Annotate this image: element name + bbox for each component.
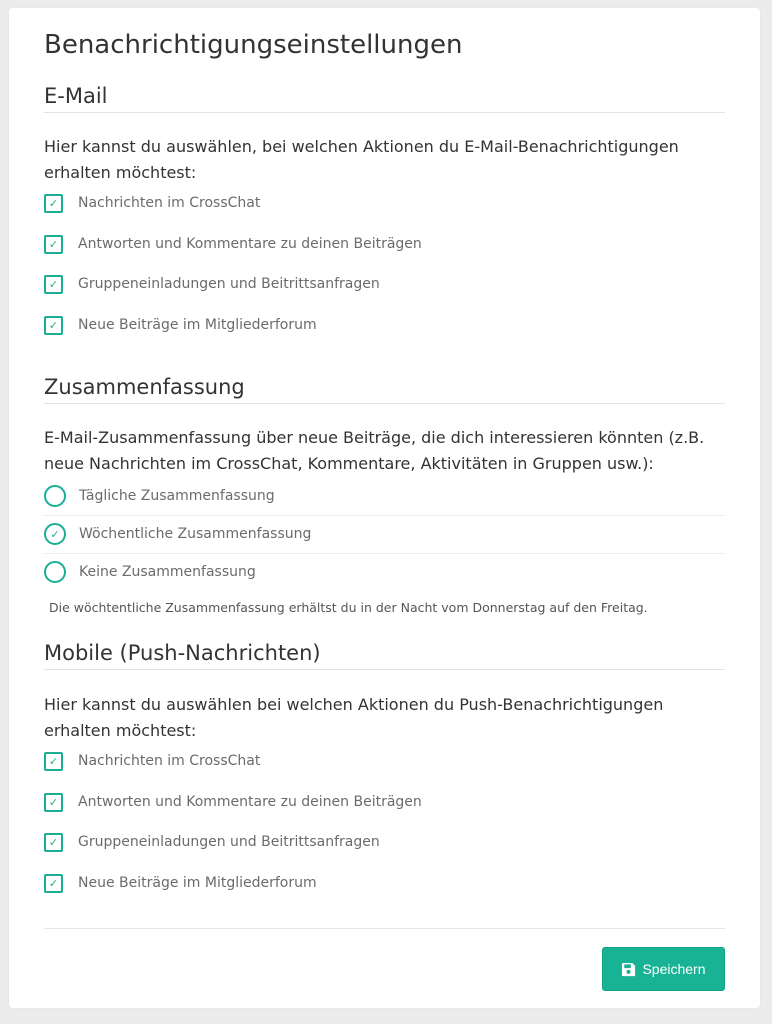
option-label: Neue Beiträge im Mitgliederforum <box>78 875 317 891</box>
option-label: Keine Zusammenfassung <box>79 564 256 580</box>
radio-unselected-icon[interactable] <box>44 561 66 583</box>
checkbox-checked-icon[interactable]: ✓ <box>44 752 63 771</box>
option-label: Antworten und Kommentare zu deinen Beiträgen <box>78 236 422 252</box>
checkbox-checked-icon[interactable]: ✓ <box>44 275 63 294</box>
digest-note: Die wöchtentliche Zusammenfassung erhältst du in der Nacht vom Donnerstag auf den Freitag. <box>49 600 648 615</box>
option-label: Gruppeneinladungen und Beitrittsanfragen <box>78 276 380 292</box>
floppy-disk-icon <box>621 962 636 977</box>
email-section-title: E-Mail <box>44 84 725 113</box>
checkbox-checked-icon[interactable]: ✓ <box>44 833 63 852</box>
email-option-group-invites[interactable] <box>44 272 380 296</box>
email-option-forum-posts[interactable] <box>44 313 317 337</box>
option-label: Antworten und Kommentare zu deinen Beiträgen <box>78 794 422 810</box>
settings-card <box>9 8 760 1008</box>
option-label: Neue Beiträge im Mitgliederforum <box>78 317 317 333</box>
option-label: Wöchentliche Zusammenfassung <box>79 526 312 542</box>
option-label: Gruppeneinladungen und Beitrittsanfragen <box>78 834 380 850</box>
mobile-option-crosschat[interactable] <box>44 749 260 773</box>
option-label: Tägliche Zusammenfassung <box>79 488 275 504</box>
digest-option-daily[interactable] <box>44 477 725 516</box>
save-button-label: Speichern <box>642 961 706 977</box>
save-button[interactable] <box>602 947 725 991</box>
mobile-section-title: Mobile (Push-Nachrichten) <box>44 641 725 670</box>
mobile-intro: Hier kannst du auswählen bei welchen Aktionen du Push-Benachrichtigungen erhalten möchtest: <box>44 695 664 740</box>
radio-unselected-icon[interactable] <box>44 485 66 507</box>
footer-divider <box>44 928 725 929</box>
page-title: Benachrichtigungseinstellungen <box>44 30 463 60</box>
checkbox-checked-icon[interactable]: ✓ <box>44 235 63 254</box>
mobile-option-group-invites[interactable] <box>44 830 380 854</box>
checkbox-checked-icon[interactable]: ✓ <box>44 793 63 812</box>
digest-option-weekly[interactable] <box>44 515 725 554</box>
digest-intro: E-Mail-Zusammenfassung über neue Beiträge, die dich interessieren könnten (z.B. neue Nachrichten im CrossChat, Kommentare, Aktivitäten in Gruppen usw.): <box>44 428 705 473</box>
checkbox-checked-icon[interactable]: ✓ <box>44 874 63 893</box>
mobile-option-comments[interactable] <box>44 790 422 814</box>
checkbox-checked-icon[interactable]: ✓ <box>44 316 63 335</box>
email-option-crosschat[interactable] <box>44 191 260 215</box>
digest-option-none[interactable] <box>44 553 725 591</box>
email-option-comments[interactable] <box>44 232 422 256</box>
checkbox-checked-icon[interactable]: ✓ <box>44 194 63 213</box>
digest-section-title: Zusammenfassung <box>44 375 725 404</box>
mobile-option-forum-posts[interactable] <box>44 871 317 895</box>
option-label: Nachrichten im CrossChat <box>78 753 261 769</box>
option-label: Nachrichten im CrossChat <box>78 195 261 211</box>
email-intro: Hier kannst du auswählen, bei welchen Aktionen du E-Mail-Benachrichtigungen erhalten möchtest: <box>44 137 679 182</box>
radio-selected-icon[interactable]: ✓ <box>44 523 66 545</box>
